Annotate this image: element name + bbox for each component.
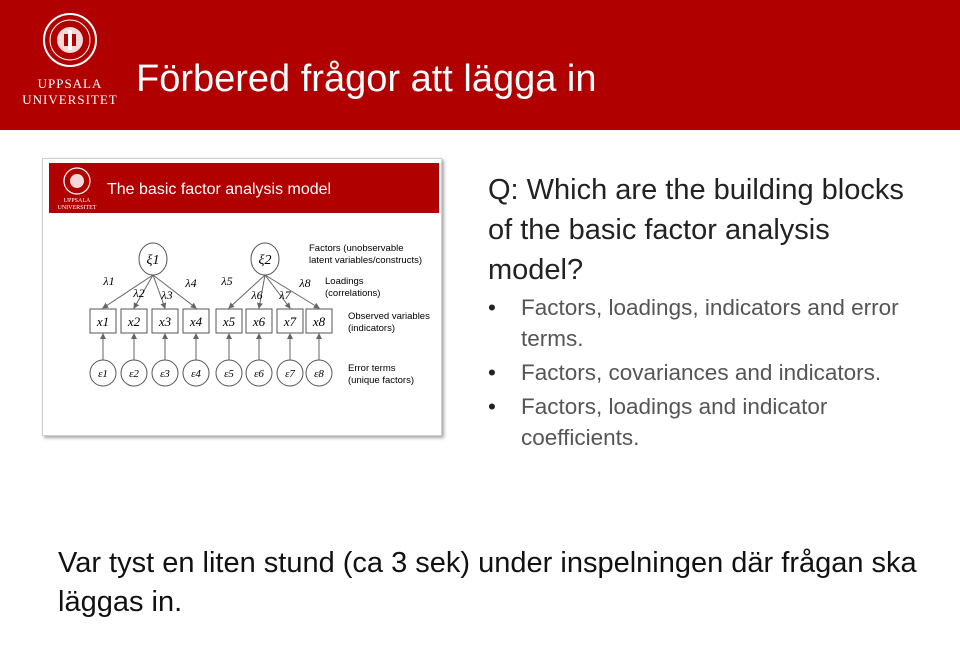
option-item [488,391,928,453]
slide-title: Förbered frågor att lägga in [136,58,597,100]
question-text: Q: Which are the building blocks of the basic factor analysis model? [488,174,904,286]
indicator-label: x2 [127,314,141,329]
error-label: ε8 [314,368,324,380]
legend-loadings-line1: Loadings [325,276,364,287]
legend-errors-line1: Error terms [348,363,396,374]
loading-label: λ8 [299,276,311,290]
error-label: ε7 [285,368,295,380]
error-label: ε4 [191,368,201,380]
legend-factors-line2: latent variables/constructs) [309,255,422,266]
factor-diagram [43,159,441,435]
factor-label: ξ1 [146,253,160,268]
logo-text-line2: UNIVERSITET [22,92,118,107]
loading-label: λ1 [103,274,115,288]
indicator-label: x5 [222,314,236,329]
bullet-icon: • [488,394,496,419]
loading-label: λ2 [133,286,145,300]
indicator-label: x6 [252,314,266,329]
factor-label: ξ2 [258,253,272,268]
figure-title: The basic factor analysis model [107,181,332,198]
indicator-label: x8 [312,314,326,329]
instruction-note: Var tyst en liten stund (ca 3 sek) under inspelningen där frågan ska läggas in. [58,547,917,618]
loading-label: λ6 [251,288,263,302]
legend-observed-line1: Observed variables [348,311,430,322]
bullet-icon: • [488,360,496,385]
option-item [488,292,928,354]
error-label: ε3 [160,368,170,380]
legend-errors-line2: (unique factors) [348,375,415,386]
loading-label: λ5 [221,274,233,288]
figure-logo-line1: UPPSALA [63,198,91,204]
logo-text-line1: UPPSALA [37,76,103,91]
error-label: ε2 [129,368,139,380]
legend-loadings-line2: (correlations) [325,288,381,299]
error-label: ε5 [224,368,234,380]
indicator-label: x3 [158,314,172,329]
option-text: Factors, covariances and indicators. [521,360,882,385]
loading-label: λ4 [185,276,197,290]
error-label: ε6 [254,368,264,380]
loading-arrow [265,275,319,308]
option-text: Factors, loadings, indicators and error terms. [521,295,899,351]
indicator-label: x7 [283,314,297,329]
university-seal-icon [42,12,98,68]
slide-header [0,0,960,130]
indicator-label: x4 [189,314,203,329]
legend-factors-line1: Factors (unobservable [309,243,404,254]
answer-options [488,292,928,456]
loading-label: λ7 [279,288,291,302]
error-label: ε1 [98,368,108,380]
factor-model-figure [42,158,442,436]
bullet-icon: • [488,295,496,320]
university-logo [14,12,126,112]
legend-observed-line2: (indicators) [348,323,395,334]
option-item [488,357,928,388]
loading-label: λ3 [161,288,173,302]
option-text: Factors, loadings and indicator coefficients. [521,394,828,450]
figure-logo-line2: UNIVERSITET [57,205,97,211]
indicator-label: x1 [96,314,110,329]
